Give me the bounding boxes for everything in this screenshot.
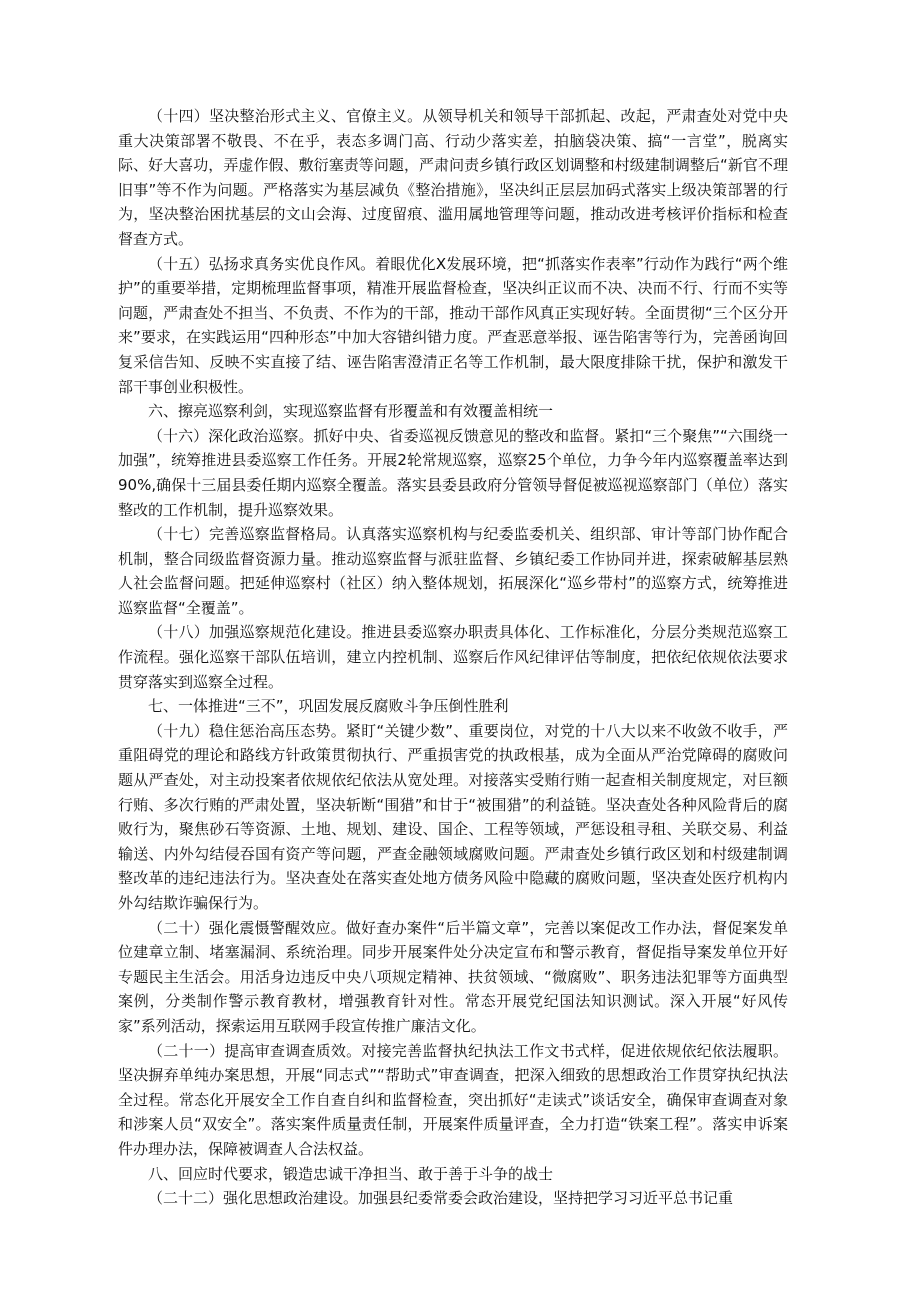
paragraph-15: （十五）弘扬求真务实优良作风。着眼优化X发展环境，把“抓落实作表率”行动作为践行“两个维护”的重要举措，定期梳理监督事项，精准开展监督检查，坚决纠正议而不决、决而不行、行而不实等问题，严肃查处不担当、不负责、不作为的干部，推动干部作风真正实现好转。全面贯彻“三个区分开来”要求，在实践运用“四种形态”中加大容错纠错力度。严查恶意举报、诬告陷害等行为，完善函询回复采信告知、反映不实直接了结、诬告陷害澄清正名等工作机制，最大限度排除干扰，保护和激发干部干事创业积极性。	[118, 254, 788, 396]
section-heading-6: 六、擦亮巡察利剑，实现巡察监督有形覆盖和有效覆盖相统一	[148, 402, 554, 421]
section-heading-8: 八、回应时代要求，锻造忠诚干净担当、敢于善于斗争的战士	[148, 1164, 554, 1183]
paragraph-20: （二十）强化震慑警醒效应。做好查办案件“后半篇文章”，完善以案促改工作办法，督促案发单位建章立制、堵塞漏洞、系统治理。同步开展案件处分决定宣布和警示教育，督促指导案发单位开好专题民主生活会。用活身边违反中央八项规定精神、扶贫领域、“微腐败”、职务违法犯罪等方面典型案例，分类制作警示教育教材，增强教育针对性。常态开展党纪国法知识测试。深入开展“好风传家”系列活动，探索运用互联网手段宣传推广廉洁文化。	[118, 918, 788, 1035]
paragraph-21: （二十一）提高审查调查质效。对接完善监督执纪执法工作文书式样，促进依规依纪依法履职。坚决摒弃单纯办案思想，开展“同志式”“帮助式”审查调查，把深入细致的思想政治工作贯穿执纪执法全过程。常态化开展安全工作自查自纠和监督检查，突出抓好“走读式”谈话安全，确保审查调查对象和涉案人员“双安全”。落实案件质量责任制，开展案件质量评查，全力打造“铁案工程”。落实申诉案件办理办法，保障被调查人合法权益。	[118, 1041, 788, 1158]
paragraph-17: （十七）完善巡察监督格局。认真落实巡察机构与纪委监委机关、组织部、审计等部门协作配合机制，整合同级监督资源力量。推动巡察监督与派驻监督、乡镇纪委工作协同并进，探索破解基层熟人社会监督问题。把延伸巡察村（社区）纳入整体规划，拓展深化“巡乡带村”的巡察方式，统筹推进巡察监督“全覆盖”。	[118, 525, 788, 617]
paragraph-22: （二十二）强化思想政治建设。加强县纪委常委会政治建设，坚持把学习习近平总书记重	[148, 1189, 734, 1208]
section-heading-7: 七、一体推进“三不”，巩固发展反腐败斗争压倒性胜利	[148, 697, 509, 716]
document-body	[118, 104, 788, 1211]
paragraph-19: （十九）稳住惩治高压态势。紧盯“关键少数”、重要岗位，对党的十八大以来不收敛不收手，严重阻碍党的理论和路线方针政策贯彻执行、严重损害党的执政根基，成为全面从严治党障碍的腐败问题从严查处，对主动投案者依规依纪依法从宽处理。对接落实受贿行贿一起查相关制度规定，对巨额行贿、多次行贿的严肃处置，坚决斩断“围猎”和甘于“被围猎”的利益链。坚决查处各种风险背后的腐败行为，聚焦砂石等资源、土地、规划、建设、国企、工程等领域，严惩设租寻租、关联交易、利益输送、内外勾结侵吞国有资产等问题，严查金融领域腐败问题。严肃查处乡镇行政区划和村级建制调整改革的违纪违法行为。坚决查处在落实查处地方债务风险中隐藏的腐败问题，坚决查处医疗机构内外勾结欺诈骗保行为。	[118, 721, 788, 912]
paragraph-14: （十四）坚决整治形式主义、官僚主义。从领导机关和领导干部抓起、改起，严肃查处对党中央重大决策部署不敬畏、不在乎，表态多调门高、行动少落实差，拍脑袋决策、搞“一言堂”，脱离实际、好大喜功，弄虚作假、敷衍塞责等问题，严肃问责乡镇行政区划调整和村级建制调整后“新官不理旧事”等不作为问题。严格落实为基层减负《整治措施》，坚决纠正层层加码式落实上级决策部署的行为，坚决整治困扰基层的文山会海、过度留痕、滥用属地管理等问题，推动改进考核评价指标和检查督查方式。	[118, 107, 788, 248]
paragraph-18: （十八）加强巡察规范化建设。推进县委巡察办职责具体化、工作标准化，分层分类规范巡察工作流程。强化巡察干部队伍培训，建立内控机制、巡察后作风纪律评估等制度，把依纪依规依法要求贯穿落实到巡察全过程。	[118, 623, 788, 691]
paragraph-16: （十六）深化政治巡察。抓好中央、省委巡视反馈意见的整改和监督。紧扣“三个聚焦”“六围绕一加强”，统筹推进县委巡察工作任务。开展2轮常规巡察，巡察25个单位，力争今年内巡察覆盖率达到90%,确保十三届县委任期内巡察全覆盖。落实县委县政府分管领导督促被巡视巡察部门（单位）落实整改的工作机制，提升巡察效果。	[118, 426, 788, 519]
